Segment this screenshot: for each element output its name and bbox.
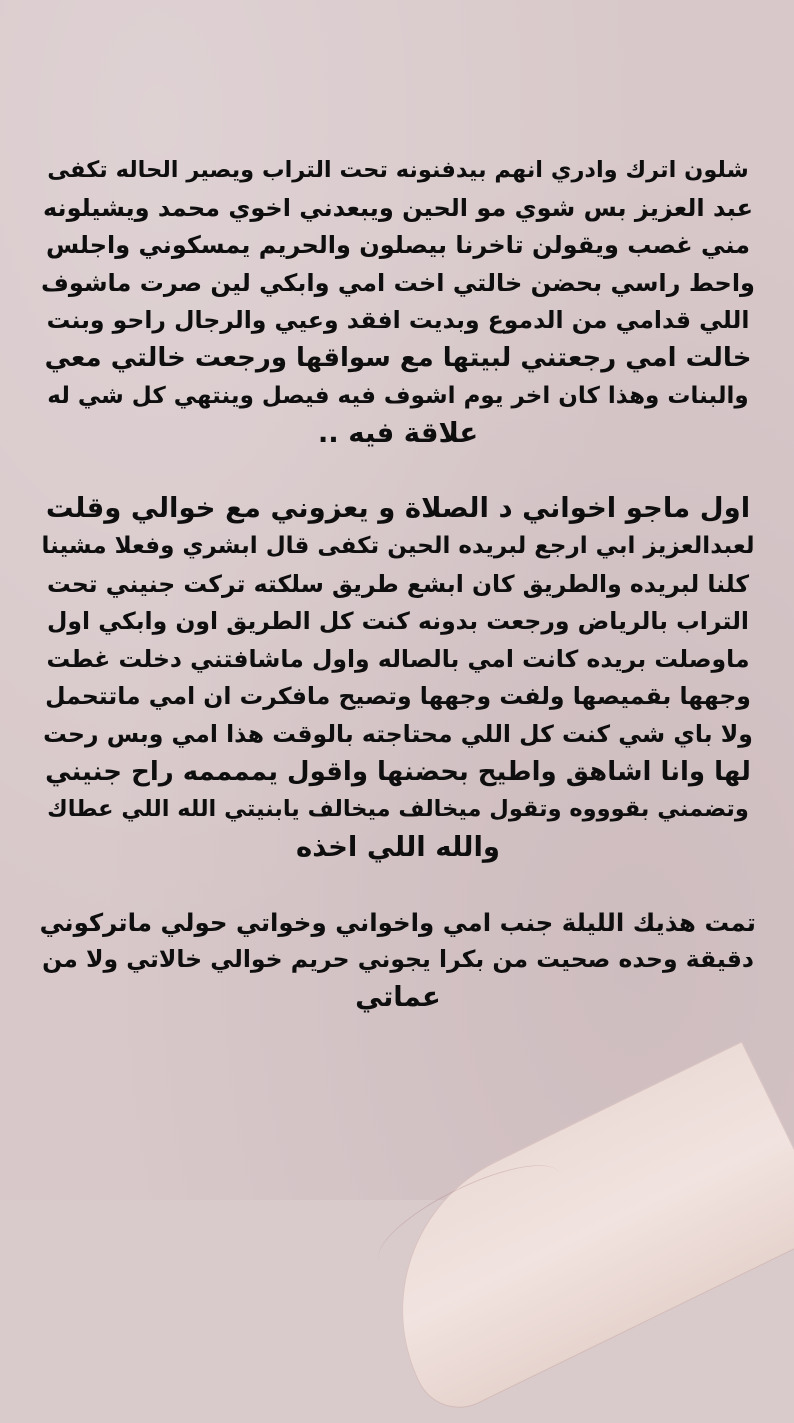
text-line: اللي قدامي من الدموع وبديت افقد وعيي والرجال راحو وبنت [46,306,750,335]
text-line: اول ماجو اخواني د الصلاة و يعزوني مع خوالي وقلت [45,492,751,525]
text-line: تمت هذيك الليلة جنب امي واخواني وخواتي حولي ماتركوني [39,907,756,937]
paragraph-3 [40,904,756,1017]
text-line: لها وانا اشاهق واطيح بحضنها واقول يممممه راح جنيني [45,756,751,787]
text-line: لعبدالعزيز ابي ارجع لبريده الحين تكفى قال ابشري وفعلا مشينا [41,532,755,559]
text-line: عماتي [355,981,441,1014]
paragraph-1 [40,152,756,453]
text-line: علاقة فيه .. [317,417,479,450]
text-line: عبد العزيز بس شوي مو الحين ويبعدني اخوي محمد ويشيلونه [43,193,753,222]
text-line: خالت امي رجعتني لبيتها مع سواقها ورجعت خالتي معي [44,342,752,373]
text-line: واحط راسي بحضن خالتي اخت امي وابكي لين صرت ماشوف [41,268,755,297]
text-line: التراب بالرياض ورجعت بدونه كنت كل الطريق اون وابكي اول [47,607,749,636]
text-line: وجهها بقميصها ولفت وجهها وتصيح مافكرت ان امي ماتتحمل [45,682,751,711]
text-line: ماوصلت بريده كانت امي بالصاله واول ماشافتني دخلت غطت [46,644,750,673]
text-line: وتضمني بقوووه وتقول ميخالف ميخالف يابنيتي الله اللي عطاك [47,796,749,823]
text-line: كلنا لبريده والطريق كان ابشع طريق سلكته تركت جنيني تحت [46,569,750,598]
text-line: دقيقة وحده صحيت من بكرا يجوني حريم خوالي خالاتي ولا من [42,945,754,974]
story-text [40,152,756,1017]
text-line: ولا باي شي كنت كل اللي محتاجته بالوقت هذا امي وبس رحت [43,719,753,748]
text-line: مني غصب ويقولن تاخرنا بيصلون والحريم يمسكوني واجلس [46,231,750,260]
text-line: والله اللي اخذه [295,830,501,863]
text-line: شلون اترك وادري انهم بيدفنونه تحت التراب ويصير الحاله تكفى [47,157,749,183]
paragraph-2 [40,490,756,866]
text-line: والبنات وهذا كان اخر يوم اشوف فيه فيصل وينتهي كل شي له [47,382,749,409]
